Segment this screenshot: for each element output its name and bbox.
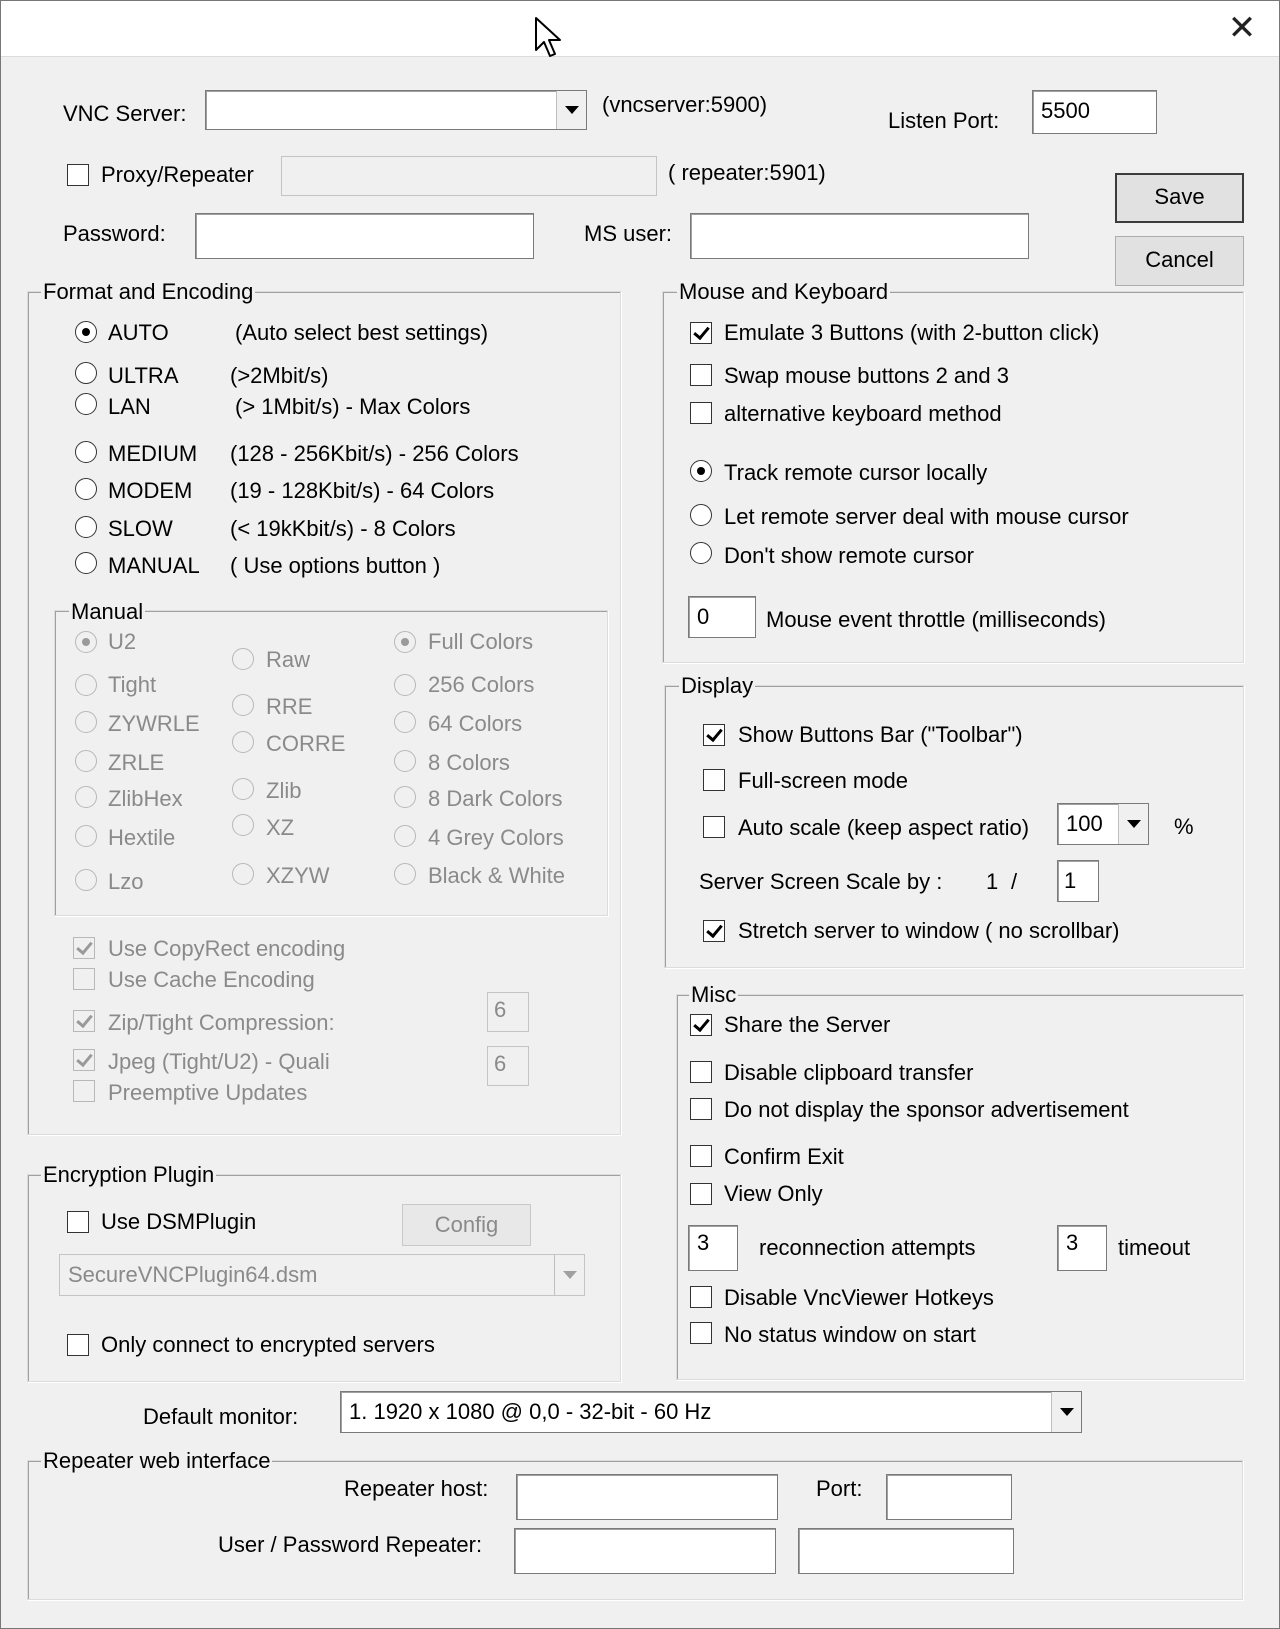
throttle-input[interactable]: 0 <box>688 596 756 638</box>
format-option-desc: (Auto select best settings) <box>235 320 489 345</box>
cache-checkbox[interactable] <box>73 968 95 990</box>
jpeg-quality-input[interactable]: 6 <box>487 1046 529 1086</box>
manual-encoding-label: Lzo <box>108 869 144 894</box>
proxy-input[interactable] <box>281 156 657 196</box>
format-option-name: MEDIUM <box>108 441 198 466</box>
format-option-name: MODEM <box>108 478 193 503</box>
manual-color-label: 256 Colors <box>428 672 535 697</box>
no-sponsor-checkbox[interactable] <box>690 1098 712 1120</box>
manual-title: Manual <box>71 599 144 624</box>
radio-xz[interactable] <box>232 814 254 836</box>
format-option-desc: (128 - 256Kbit/s) - 256 Colors <box>230 441 519 466</box>
chevron-down-icon <box>565 106 579 114</box>
confirm-exit-checkbox[interactable] <box>690 1145 712 1167</box>
format-option-desc: (< 19kKbit/s) - 8 Colors <box>230 516 456 541</box>
only-encrypted-label: Only connect to encrypted servers <box>101 1332 435 1357</box>
disable-clipboard-label: Disable clipboard transfer <box>724 1060 974 1085</box>
only-encrypted-checkbox[interactable] <box>67 1334 89 1356</box>
radio-u2[interactable] <box>75 631 97 653</box>
radio-server-cursor[interactable] <box>690 504 712 526</box>
server-scale-sep: / <box>1011 869 1018 894</box>
use-dsm-label: Use DSMPlugin <box>101 1209 257 1234</box>
share-server-checkbox[interactable] <box>690 1014 712 1036</box>
radio-lzo[interactable] <box>75 869 97 891</box>
no-sponsor-label: Do not display the sponsor advertisement <box>724 1097 1129 1122</box>
monitor-combo[interactable] <box>340 1391 1082 1433</box>
fullscreen-label: Full-screen mode <box>738 768 908 793</box>
radio-lan[interactable] <box>75 393 97 415</box>
server-cursor-label: Let remote server deal with mouse cursor <box>724 504 1129 529</box>
autoscale-checkbox[interactable] <box>703 816 725 838</box>
disable-hotkeys-label: Disable VncViewer Hotkeys <box>724 1285 994 1310</box>
ms-user-input[interactable] <box>690 213 1029 259</box>
fullscreen-checkbox[interactable] <box>703 769 725 791</box>
radio-tight[interactable] <box>75 674 97 696</box>
scale-combo[interactable] <box>1057 803 1149 845</box>
manual-encoding-label: ZYWRLE <box>108 711 200 736</box>
repeater-host-label: Repeater host: <box>344 1476 489 1501</box>
use-dsm-checkbox[interactable] <box>67 1211 89 1233</box>
chevron-down-icon <box>1127 820 1141 828</box>
jpeg-label: Jpeg (Tight/U2) - Quali <box>108 1049 330 1074</box>
toolbar-label: Show Buttons Bar ("Toolbar") <box>738 722 1023 747</box>
format-option-desc: (>2Mbit/s) <box>230 363 329 388</box>
alt-keyboard-checkbox[interactable] <box>690 402 712 424</box>
percent-label: % <box>1174 814 1194 839</box>
timeout-label: timeout <box>1118 1235 1191 1260</box>
manual-color-label: 4 Grey Colors <box>428 825 564 850</box>
proxy-checkbox[interactable] <box>67 164 89 186</box>
manual-color-label: Black & White <box>428 863 565 888</box>
zip-level-input[interactable]: 6 <box>487 992 529 1032</box>
repeater-port-label: Port: <box>816 1476 863 1501</box>
radio-xzyw[interactable] <box>232 863 254 885</box>
zip-checkbox[interactable] <box>73 1010 95 1032</box>
format-option-desc: ( Use options button ) <box>230 553 441 578</box>
mouse-pointer-icon <box>534 16 564 66</box>
scale-dropdown-button[interactable] <box>1118 804 1148 844</box>
swap-buttons-checkbox[interactable] <box>690 364 712 386</box>
format-option-name: ULTRA <box>108 363 179 388</box>
misc-title: Misc <box>691 982 737 1007</box>
password-label: Password: <box>63 221 166 246</box>
preemptive-checkbox[interactable] <box>73 1080 95 1102</box>
cancel-button[interactable]: Cancel <box>1115 236 1244 286</box>
manual-color-label: 64 Colors <box>428 711 523 736</box>
display-title: Display <box>681 673 754 698</box>
manual-encoding-label: Raw <box>266 647 311 672</box>
format-option-desc: (19 - 128Kbit/s) - 64 Colors <box>230 478 495 503</box>
radio-slow[interactable] <box>75 516 97 538</box>
vnc-server-dropdown-button[interactable] <box>556 91 586 129</box>
radio-zlib[interactable] <box>232 778 254 800</box>
copyrect-checkbox[interactable] <box>73 937 95 959</box>
radio-256-colors[interactable] <box>394 674 416 696</box>
radio-medium[interactable] <box>75 441 97 463</box>
view-only-label: View Only <box>724 1181 823 1206</box>
manual-encoding-label: ZRLE <box>108 750 165 775</box>
manual-encoding-label: RRE <box>266 694 313 719</box>
preemptive-label: Preemptive Updates <box>108 1080 308 1105</box>
default-monitor-label: Default monitor: <box>143 1404 299 1429</box>
listen-port-input[interactable]: 5500 <box>1032 90 1157 134</box>
radio-zywrle[interactable] <box>75 711 97 733</box>
format-option-name: SLOW <box>108 516 173 541</box>
format-encoding-title: Format and Encoding <box>43 279 254 304</box>
vnc-server-hint: (vncserver:5900) <box>602 92 768 117</box>
radio-hide-cursor[interactable] <box>690 542 712 564</box>
copyrect-label: Use CopyRect encoding <box>108 936 346 961</box>
manual-encoding-label: XZ <box>266 815 295 840</box>
radio-track-cursor[interactable] <box>690 460 712 482</box>
radio-raw[interactable] <box>232 648 254 670</box>
chevron-down-icon <box>563 1271 577 1279</box>
manual-color-label: 8 Colors <box>428 750 510 775</box>
hide-cursor-label: Don't show remote cursor <box>724 543 974 568</box>
vnc-server-label: VNC Server: <box>63 101 187 126</box>
radio-zlibhex[interactable] <box>75 786 97 808</box>
encryption-title: Encryption Plugin <box>43 1162 215 1187</box>
stretch-label: Stretch server to window ( no scrollbar) <box>738 918 1120 943</box>
cache-label: Use Cache Encoding <box>108 967 315 992</box>
plugin-combo[interactable] <box>59 1254 585 1296</box>
listen-port-label: Listen Port: <box>888 108 1000 133</box>
chevron-down-icon <box>1060 1408 1074 1416</box>
throttle-label: Mouse event throttle (milliseconds) <box>766 607 1106 632</box>
format-option-name: LAN <box>108 394 151 419</box>
emulate3-label: Emulate 3 Buttons (with 2-button click) <box>724 320 1100 345</box>
repeater-password-input[interactable] <box>798 1528 1014 1574</box>
timeout-input[interactable]: 3 <box>1057 1225 1107 1271</box>
radio-full-colors[interactable] <box>394 631 416 653</box>
zip-label: Zip/Tight Compression: <box>108 1010 335 1035</box>
radio-8-dark-colors[interactable] <box>394 786 416 808</box>
view-only-checkbox[interactable] <box>690 1183 712 1205</box>
repeater-user-input[interactable] <box>514 1528 776 1574</box>
manual-encoding-label: Hextile <box>108 825 176 850</box>
proxy-hint: ( repeater:5901) <box>668 160 826 185</box>
proxy-label: Proxy/Repeater <box>101 162 254 187</box>
autoscale-label: Auto scale (keep aspect ratio) <box>738 815 1030 840</box>
radio-zrle[interactable] <box>75 750 97 772</box>
mouse-keyboard-title: Mouse and Keyboard <box>679 279 889 304</box>
radio-modem[interactable] <box>75 478 97 500</box>
server-scale-label: Server Screen Scale by : <box>699 869 943 894</box>
emulate3-checkbox[interactable] <box>690 322 712 344</box>
reconnect-input[interactable]: 3 <box>688 1225 738 1271</box>
manual-encoding-label: ZlibHex <box>108 786 183 811</box>
confirm-exit-label: Confirm Exit <box>724 1144 844 1169</box>
server-scale-input[interactable]: 1 <box>1057 860 1099 902</box>
jpeg-checkbox[interactable] <box>73 1049 95 1071</box>
repeater-host-input[interactable] <box>516 1474 778 1520</box>
repeater-web-title: Repeater web interface <box>43 1448 271 1473</box>
password-input[interactable] <box>195 213 534 259</box>
manual-encoding-label: CORRE <box>266 731 346 756</box>
plugin-dropdown-button[interactable] <box>554 1255 584 1295</box>
monitor-value: 1. 1920 x 1080 @ 0,0 - 32-bit - 60 Hz <box>349 1399 712 1424</box>
repeater-port-input[interactable] <box>886 1474 1012 1520</box>
alt-keyboard-label: alternative keyboard method <box>724 401 1002 426</box>
vnc-server-combo[interactable] <box>205 90 587 130</box>
manual-color-label: Full Colors <box>428 629 534 654</box>
share-server-label: Share the Server <box>724 1012 891 1037</box>
stretch-checkbox[interactable] <box>703 920 725 942</box>
plugin-value: SecureVNCPlugin64.dsm <box>68 1262 318 1287</box>
track-cursor-label: Track remote cursor locally <box>724 460 988 485</box>
format-option-desc: (> 1Mbit/s) - Max Colors <box>235 394 471 419</box>
repeater-userpass-label: User / Password Repeater: <box>218 1532 483 1557</box>
radio-8-colors[interactable] <box>394 750 416 772</box>
manual-encoding-label: XZYW <box>266 863 330 888</box>
toolbar-checkbox[interactable] <box>703 724 725 746</box>
manual-encoding-label: Tight <box>108 672 157 697</box>
config-button[interactable]: Config <box>402 1204 531 1246</box>
radio-4-grey-colors[interactable] <box>394 825 416 847</box>
manual-color-label: 8 Dark Colors <box>428 786 563 811</box>
radio-corre[interactable] <box>232 731 254 753</box>
swap-buttons-label: Swap mouse buttons 2 and 3 <box>724 363 1009 388</box>
disable-hotkeys-checkbox[interactable] <box>690 1286 712 1308</box>
format-option-name: AUTO <box>108 320 169 345</box>
scale-value: 100 <box>1066 811 1103 836</box>
radio-64-colors[interactable] <box>394 711 416 733</box>
radio-ultra[interactable] <box>75 362 97 384</box>
radio-rre[interactable] <box>232 694 254 716</box>
server-scale-num: 1 <box>986 869 999 894</box>
manual-encoding-label: Zlib <box>266 778 302 803</box>
save-button[interactable]: Save <box>1115 173 1244 223</box>
monitor-dropdown-button[interactable] <box>1051 1392 1081 1432</box>
title-bar <box>0 0 1280 57</box>
no-status-label: No status window on start <box>724 1322 976 1347</box>
reconnect-label: reconnection attempts <box>759 1235 976 1260</box>
radio-manual[interactable] <box>75 552 97 574</box>
manual-encoding-label: U2 <box>108 629 137 654</box>
radio-auto[interactable] <box>75 321 97 343</box>
no-status-checkbox[interactable] <box>690 1322 712 1344</box>
disable-clipboard-checkbox[interactable] <box>690 1061 712 1083</box>
close-icon[interactable]: ✕ <box>1227 8 1257 48</box>
radio-hextile[interactable] <box>75 825 97 847</box>
ms-user-label: MS user: <box>584 221 673 246</box>
format-option-name: MANUAL <box>108 553 200 578</box>
radio-black-white[interactable] <box>394 863 416 885</box>
